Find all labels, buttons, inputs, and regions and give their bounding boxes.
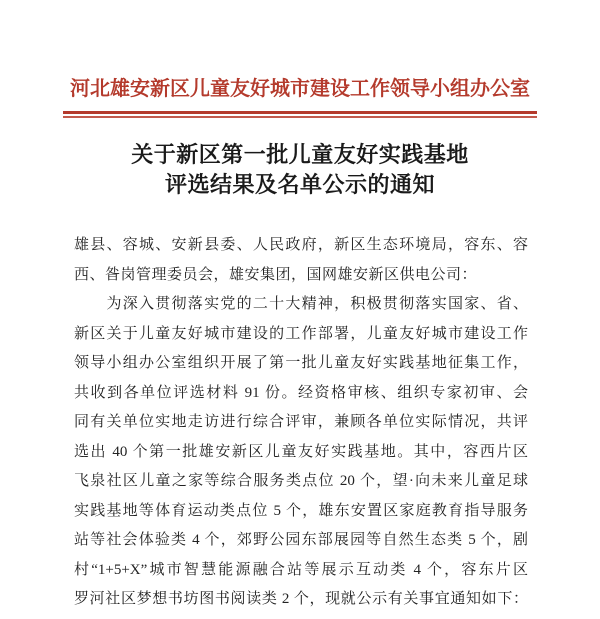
title-line-2: 评选结果及名单公示的通知 (164, 172, 435, 197)
body-line-11: 站等社会体验类 4 个，郊野公园东部展园等自然生态类 5 个，剧 (74, 532, 528, 548)
document-body (74, 231, 528, 615)
body-line-3: 为深入贯彻落实党的二十大精神，积极贯彻落实国家、省、 (74, 296, 528, 312)
body-line-5: 领导小组办公室组织开展了第一批儿童友好实践基地征集工作， (74, 355, 528, 371)
document-title (0, 140, 600, 200)
body-line-9: 飞泉社区儿童之家等综合服务类点位 20 个，望·向未来儿童足球 (74, 473, 528, 489)
red-double-divider (63, 111, 537, 118)
body-line-8: 选出 40 个第一批雄安新区儿童友好实践基地。其中，容西片区 (74, 443, 528, 460)
body-line-7: 同有关单位实地走访进行综合评审，兼顾各单位实际情况，共评 (74, 414, 528, 430)
body-line-1: 雄县、容城、安新县委、人民政府，新区生态环境局，容东、容 (74, 237, 528, 253)
divider-line-bottom (63, 116, 537, 118)
document-issuer-header: 河北雄安新区儿童友好城市建设工作领导小组办公室 (70, 78, 530, 100)
body-line-6: 共收到各单位评选材料 91 份。经资格审核、组织专家初审、会 (74, 384, 528, 401)
body-line-4: 新区关于儿童友好城市建设的工作部署，儿童友好城市建设工作 (74, 325, 528, 342)
body-line-2: 西、昝岗管理委员会，雄安集团，国网雄安新区供电公司： (74, 266, 478, 283)
body-line-13: 罗河社区梦想书坊图书阅读类 2 个，现就公示有关事宜通知如下： (74, 591, 528, 607)
body-line-12: 村“1+5+X”城市智慧能源融合站等展示互动类 4 个，容东片区 (74, 561, 528, 578)
title-line-1: 关于新区第一批儿童友好实践基地 (131, 142, 469, 167)
body-line-10: 实践基地等体育运动类点位 5 个，雄东安置区家庭教育指导服务 (74, 502, 528, 519)
